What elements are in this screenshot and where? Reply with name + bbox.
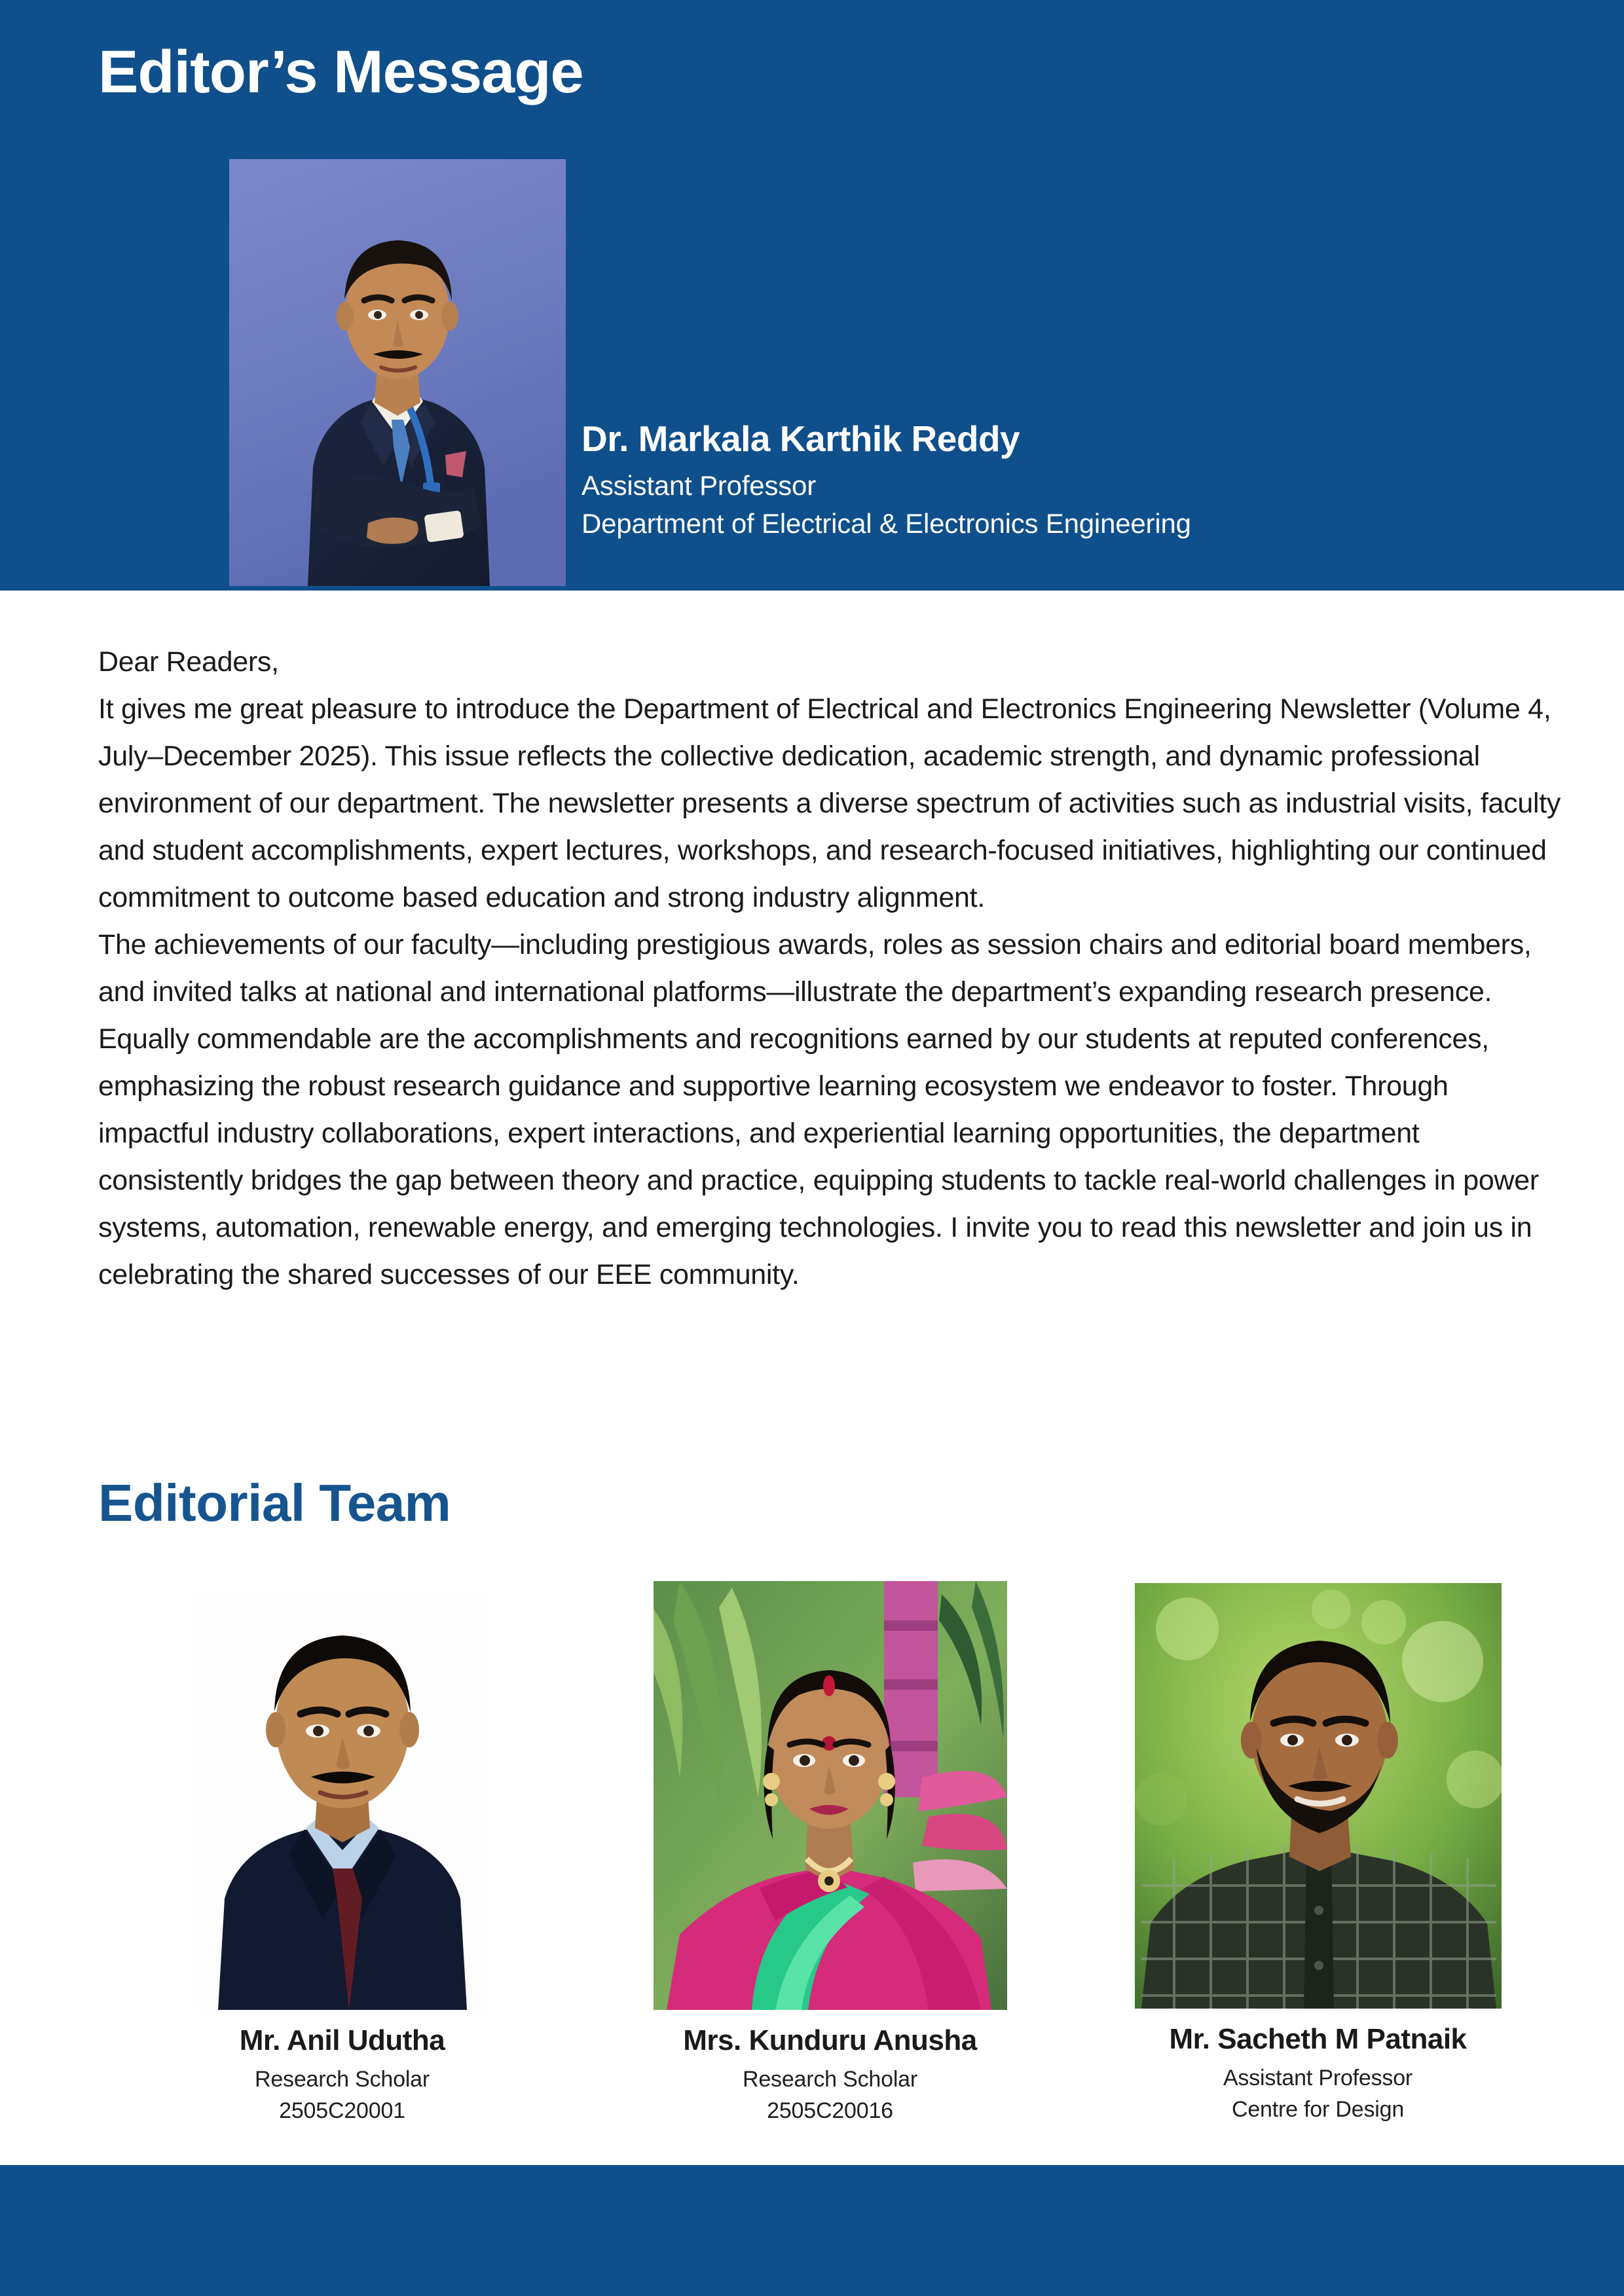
member-role: Research Scholar xyxy=(742,2067,918,2092)
member-name: Mrs. Kunduru Anusha xyxy=(683,2024,977,2056)
member-portrait-photo xyxy=(654,1581,1007,2010)
page-title: Editor’s Message xyxy=(98,39,583,105)
letter-salutation: Dear Readers, xyxy=(98,646,279,678)
editor-message-body xyxy=(98,638,1562,1298)
editorial-team-heading: Editorial Team xyxy=(98,1474,451,1532)
editor-info xyxy=(581,418,1191,543)
team-member-card xyxy=(98,1581,586,2127)
member-portrait-photo xyxy=(1135,1583,1502,2009)
member-name: Mr. Anil Udutha xyxy=(239,2024,445,2056)
editor-portrait-image xyxy=(229,159,566,586)
header-band xyxy=(0,0,1624,591)
member-portrait-image-1 xyxy=(198,1591,487,2010)
letter-paragraph-2: The achievements of our faculty—including prestigious awards, roles as session chairs and editorial board members, and invited talks at national and international platforms—illustrate the department’s expanding research presence. Equally commendable are the accomplishments and recognitions earned by our students at reputed conferences, emphasizing the robust research guidance and supportive learning ecosystem we endeavor to foster. Through impactful industry collaborations, expert interactions, and experiential learning opportunities, the department consistently bridges the gap between theory and practice, equipping students to tackle real-world challenges in power systems, automation, renewable energy, and emerging technologies. I invite you to read this newsletter and join us in celebrating the shared successes of our EEE community. xyxy=(98,929,1539,1290)
member-portrait-image-2 xyxy=(654,1581,1007,2010)
member-role: Research Scholar xyxy=(254,2067,430,2092)
member-role: Assistant Professor xyxy=(1223,2066,1413,2090)
team-member-card xyxy=(586,1581,1074,2127)
editor-name: Dr. Markala Karthik Reddy xyxy=(581,418,1020,459)
letter-paragraph-1: It gives me great pleasure to introduce the Department of Electrical and Electronics Engineering Newsletter (Volume 4, July–December 2025). This issue reflects the collective dedication, academic strength, and dynamic professional environment of our department. The newsletter presents a diverse spectrum of activities such as industrial visits, faculty and student accomplishments, expert lectures, workshops, and research-focused initiatives, highlighting our continued commitment to outcome based education and strong industry alignment. xyxy=(98,693,1561,913)
editor-portrait-photo xyxy=(229,159,566,586)
member-portrait-image-3 xyxy=(1135,1583,1502,2009)
member-id: Centre for Design xyxy=(1231,2097,1405,2123)
team-member-card xyxy=(1074,1581,1562,2127)
editorial-team-list xyxy=(98,1581,1562,2127)
member-id: 2505C20016 xyxy=(767,2098,893,2124)
member-id: 2505C20001 xyxy=(279,2098,405,2124)
editor-role: Assistant Professor xyxy=(581,469,816,501)
footer-band xyxy=(0,2165,1624,2296)
member-name: Mr. Sacheth M Patnaik xyxy=(1169,2023,1467,2055)
editor-department: Department of Electrical & Electronics Engineering xyxy=(581,507,1191,539)
member-portrait-photo xyxy=(198,1591,487,2010)
